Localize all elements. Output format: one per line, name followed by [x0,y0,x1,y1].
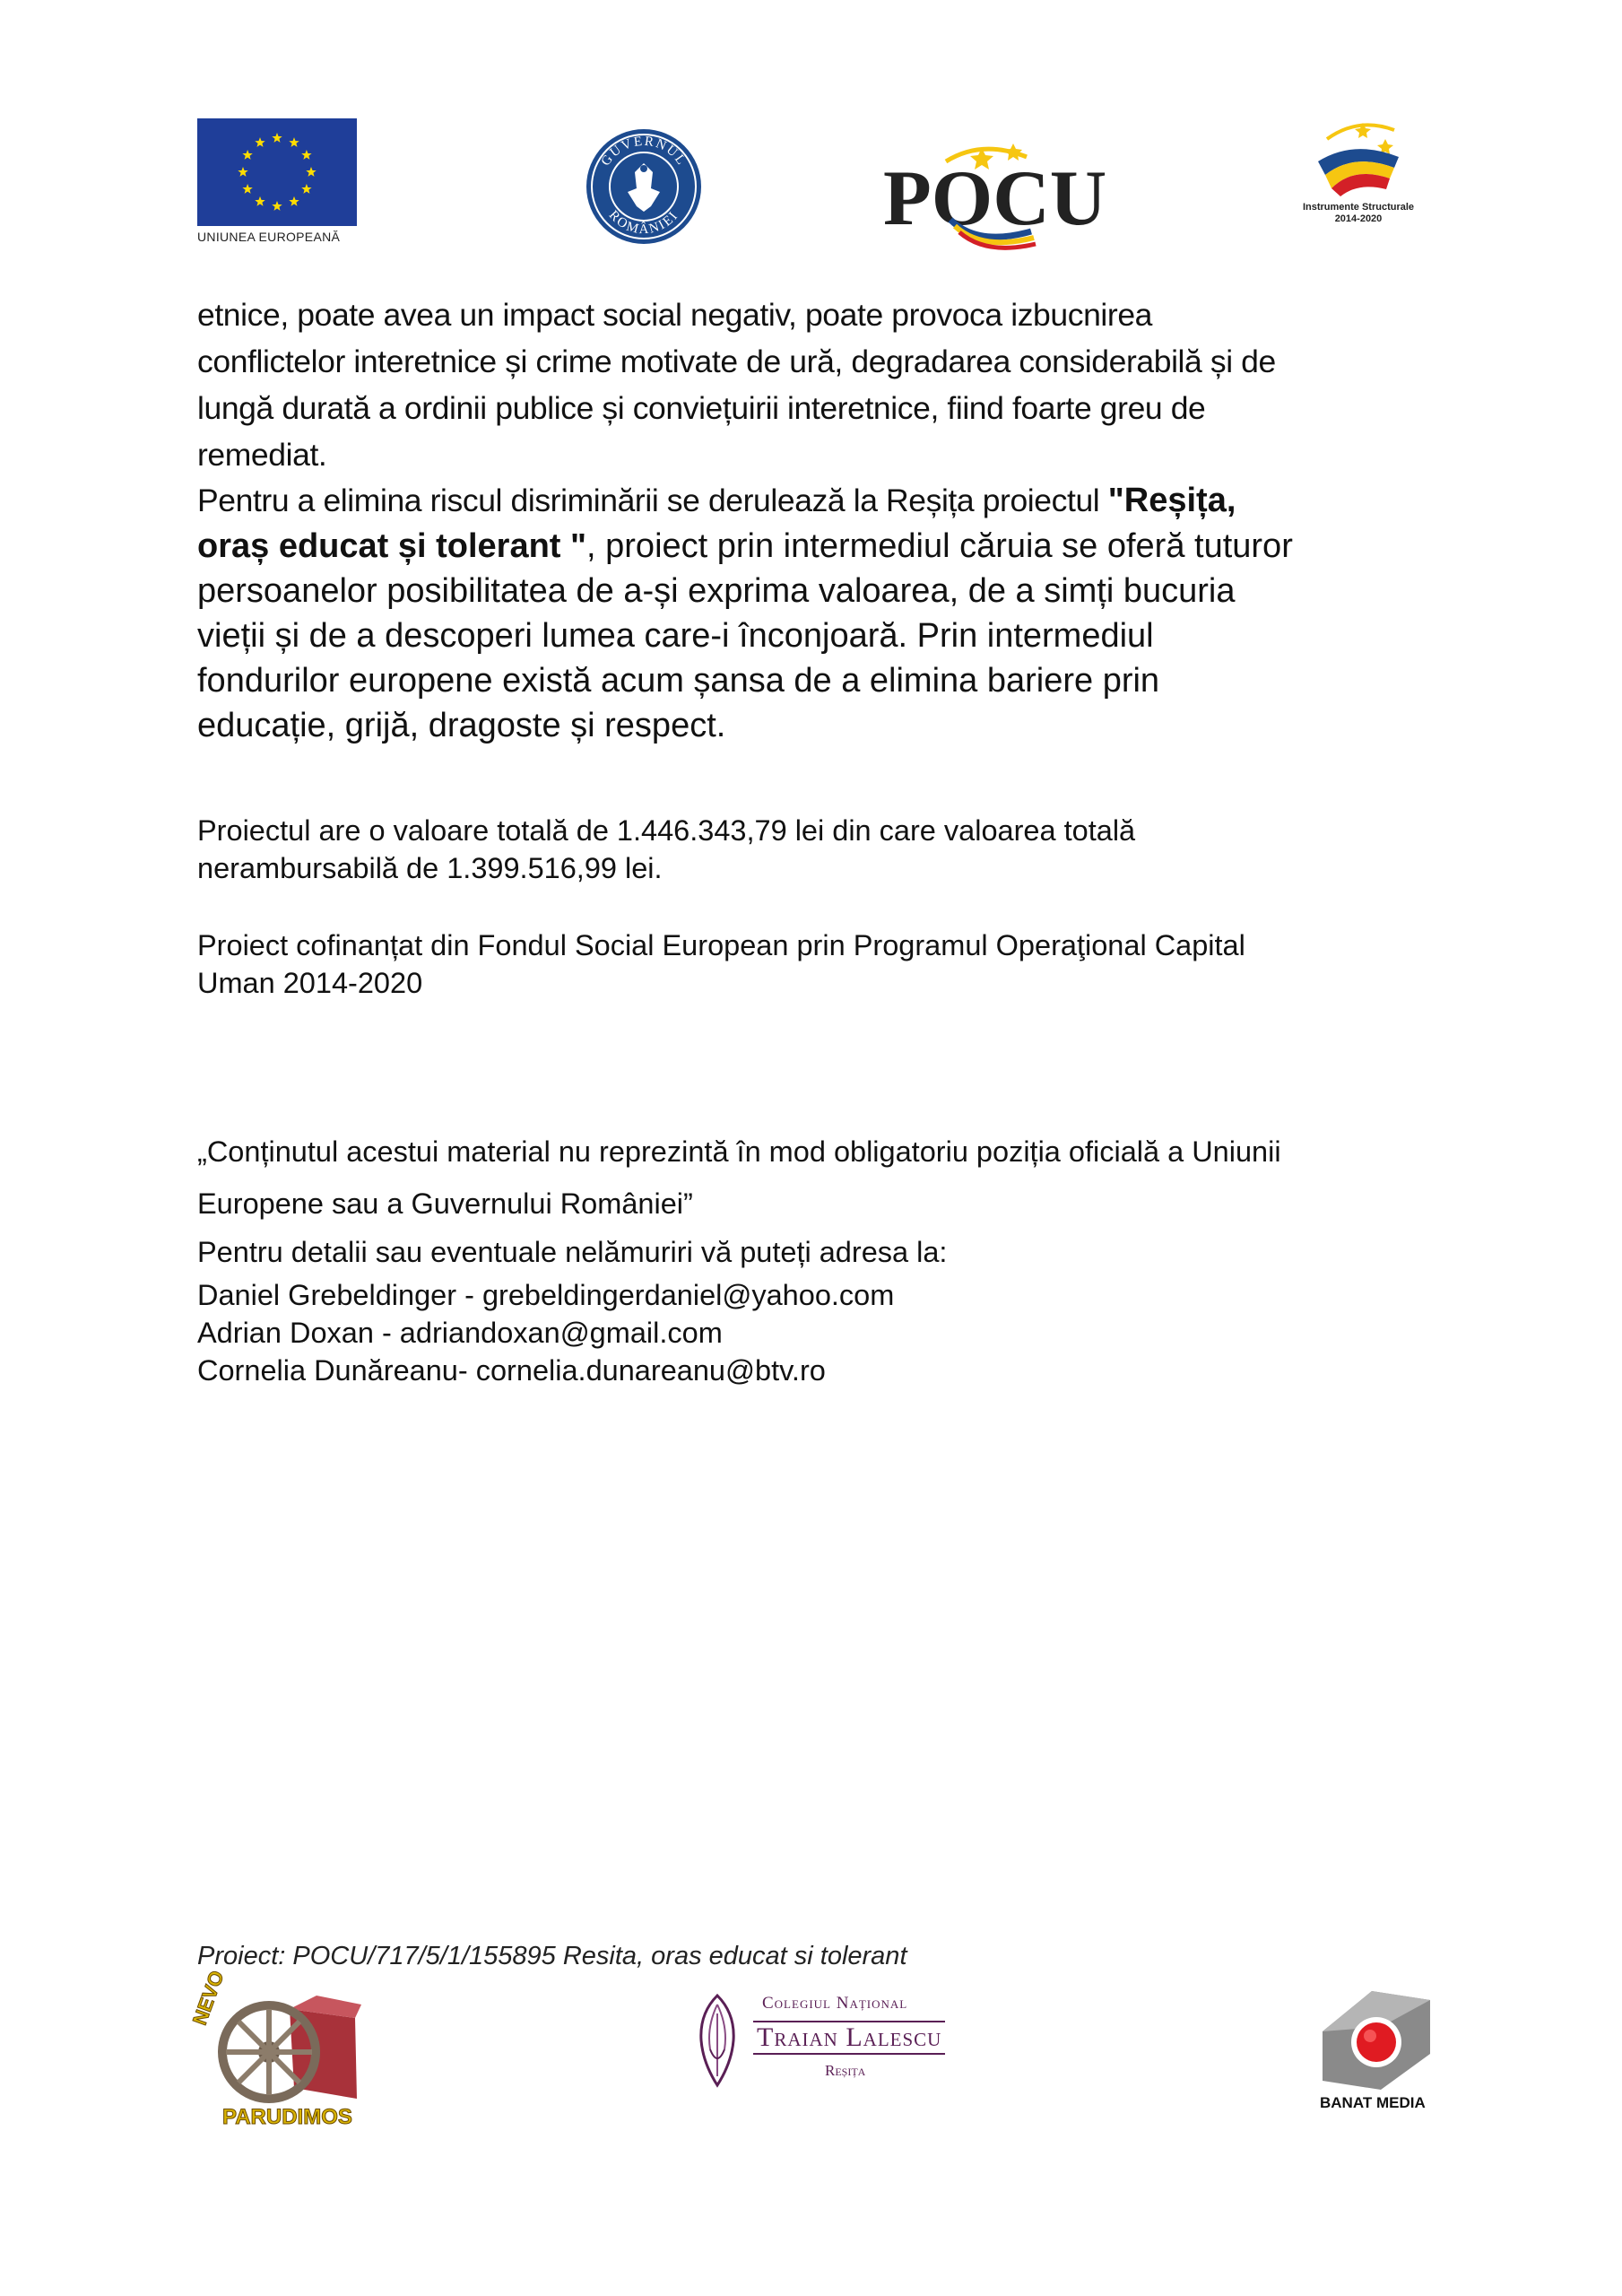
eu-stars-icon [197,118,357,226]
intro-line: etnice, poate avea un impact social negativ, poate provoca izbucnirea [197,297,1153,333]
is-swoosh-icon [1309,112,1408,197]
eu-flag-icon [197,118,357,226]
disclaimer-line: „Conținutul acestui material nu reprezintă în mod obligatoriu poziția oficială a Uniunii [197,1135,1281,1168]
eu-caption: UNIUNEA EUROPEANĂ [197,230,341,244]
project-title-part1: "Reșița, [1107,482,1236,519]
gov-seal-icon [583,126,705,248]
svg-text:GUVERNUL: GUVERNUL [598,134,690,170]
contact-intro [197,1233,1470,1271]
wagon-wheel-icon [187,1967,366,2130]
project-line: persoanelor posibilitatea de a-și exprima valoarea, de a simți bucuria [197,572,1236,610]
cofinancing-paragraph [197,926,1470,1002]
contact-entry[interactable]: Daniel Grebeldinger - grebeldingerdaniel@yahoo.com [197,1279,895,1311]
banat-media-icon [1318,1987,1444,2112]
value-paragraph [197,812,1470,887]
svg-text:PARUDIMOS: PARUDIMOS [222,2105,352,2129]
project-rest: , proiect prin intermediul căruia se oferă tuturor [586,527,1293,565]
intro-line: lungă durată a ordinii publice și conviețuirii interetnice, fiind foarte greu de [197,390,1206,426]
project-title-part2: oraș educat și tolerant " [197,527,587,565]
phoenix-icon [690,1987,744,2094]
svg-text:ROMÂNIEI: ROMÂNIEI [605,208,682,238]
eu-logo [197,118,357,244]
disclaimer-line: Europene sau a Guvernului României” [197,1187,693,1220]
project-line-2 [197,524,1470,569]
project-line: educație, grijă, dragoste și respect. [197,707,726,744]
pocu-icon [883,135,1112,251]
colegiul-national-logo [690,1987,942,2094]
instrumente-structurale-logo [1291,112,1426,238]
nevo-parudimos-logo [187,1967,366,2130]
is-caption-2: 2014-2020 [1334,213,1383,224]
contact-entry[interactable]: Adrian Doxan - adriandoxan@gmail.com [197,1317,723,1349]
colegiul-line-1: Colegiul Național [762,1994,908,2013]
disclaimer [197,1126,1470,1230]
pocu-logo [883,135,1112,251]
value-line: nerambursabilă de 1.399.516,99 lei. [197,852,663,884]
gov-romania-logo [583,126,705,248]
banat-media-logo [1318,1987,1444,2112]
contact-intro-text: Pentru detalii sau eventuale nelămuriri vă puteți adresa la: [197,1236,948,1268]
is-caption-1: Instrumente Structurale [1302,202,1415,213]
svg-text:POCU: POCU [883,155,1107,242]
colegiul-line-3: Reșița [825,2062,866,2079]
colegiul-line-2: Traian Lalescu [753,2021,945,2055]
svg-text:BANAT MEDIA: BANAT MEDIA [1320,2094,1426,2111]
value-line: Proiectul are o valoare totală de 1.446.343,79 lei din care valoarea totală [197,814,1136,847]
cofin-line: Uman 2014-2020 [197,967,423,999]
project-line: fondurilor europene există acum șansa de a elimina bariere prin [197,662,1160,700]
intro-paragraph [197,291,1470,478]
project-line: vieții și de a descoperi lumea care-i înconjoară. Prin intermediul [197,617,1154,655]
intro-line: conflictelor interetnice și crime motivate de ură, degradarea considerabilă și de [197,344,1276,379]
contact-list [197,1276,1273,1389]
intro-line: remediat. [197,437,327,473]
project-lead: Pentru a elimina riscul disriminării se derulează la Reșița proiectul [197,483,1108,518]
contact-entry[interactable]: Cornelia Dunăreanu- cornelia.dunareanu@btv.ro [197,1354,826,1387]
cofin-line: Proiect cofinanțat din Fondul Social European prin Programul Operaţional Capital [197,929,1245,961]
project-line-1 [197,477,1470,524]
project-reference: Proiect: POCU/717/5/1/155895 Resita, oras educat si tolerant [197,1942,907,1970]
project-paragraph [197,477,1470,748]
svg-text:NEVO: NEVO [187,1967,229,2029]
